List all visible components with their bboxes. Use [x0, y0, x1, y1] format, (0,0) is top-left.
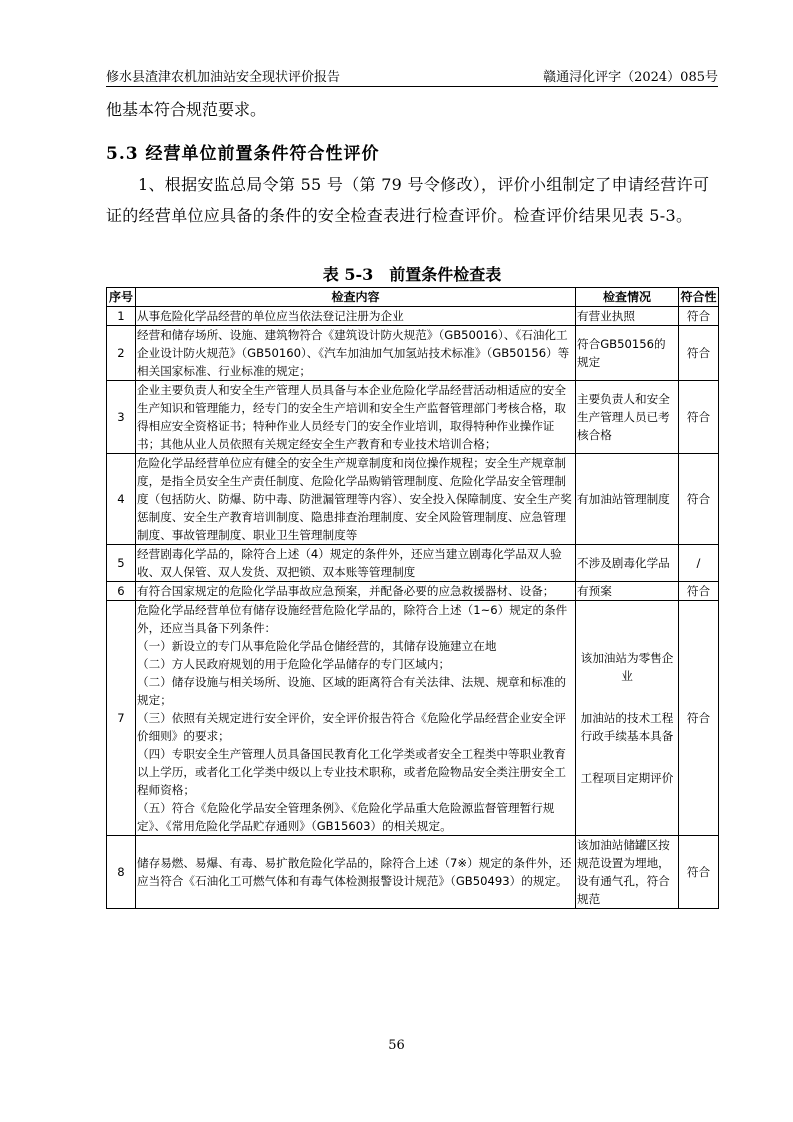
status-line: 有营业执照: [577, 309, 635, 323]
content-line: （四）专职安全生产管理人员具备国民教育化工化学类或者安全工程类中等职业教育以上学历，或者化工化学类中级以上专业技术职称，或者危险物品安全类注册安全工程师资格；: [137, 747, 566, 797]
page-number: 56: [388, 1038, 405, 1053]
status-line: 有预案: [577, 584, 612, 598]
table-row: [107, 454, 719, 545]
status-line: 主要负责人和安全生产管理人员已考核合格: [577, 392, 670, 442]
row-result: 符合: [679, 454, 719, 545]
row-content: [136, 582, 576, 601]
row-result: 符合: [679, 582, 719, 601]
check-table: [106, 287, 719, 909]
row-result: 符合: [679, 381, 719, 454]
row-result: 符合: [679, 307, 719, 326]
row-status: [576, 454, 679, 545]
table-row: [107, 601, 719, 836]
content-line: （五）符合《危险化学品安全管理条例》、《危险化学品重大危险源监督管理暂行规定》、《常用危险化学品贮存通则》（GB15603）的相关规定。: [137, 801, 555, 833]
row-number: 4: [107, 454, 136, 545]
content-line: 经营和储存场所、设施、建筑物符合《建筑设计防火规范》（GB50016）、《石油化工企业设计防火规范》（GB50160）、《汽车加油加气加氢站技术标准》（GB50156）等相关国家标准、行业标准的规定；: [137, 328, 570, 378]
content-line: 经营剧毒化学品的，除符合上述（4）规定的条件外，还应当建立剧毒化学品双人验收、双人保管、双人发货、双把锁、双本账等管理制度: [137, 547, 562, 579]
content-line: 有符合国家规定的危险化学品事故应急预案，并配备必要的应急救援器材、设备；: [137, 584, 555, 598]
status-line: 加油站的技术工程行政手续基本具备: [580, 711, 674, 743]
table-row: [107, 326, 719, 381]
continuation-text: 他基本符合规范要求。: [106, 100, 267, 119]
content-line: 危险化学品经营单位应有健全的安全生产规章制度和岗位操作规程；安全生产规章制度，是指全员安全生产责任制度、危险化学品购销管理制度、危险化学品安全管理制度（包括防火、防爆、防中毒、防泄漏管理等内容）、安全投入保障制度、安全生产奖惩制度、安全生产教育培训制度、隐患排查治理制度、安全风险管理制度、应急管理制度、事故管理制度、职业卫生管理制度等: [137, 456, 572, 542]
row-status: [576, 601, 679, 836]
header-status: 检查情况: [576, 288, 679, 307]
status-line: 有加油站管理制度: [577, 492, 670, 506]
status-line: 不涉及剧毒化学品: [577, 556, 670, 570]
content-line: （三）依照有关规定进行安全评价，安全评价报告符合《危险化学品经营企业安全评价细则》的要求；: [137, 711, 566, 743]
table-row: [107, 582, 719, 601]
content-line: （二）方人民政府规划的用于危险化学品储存的专门区域内；: [137, 657, 451, 671]
row-status: [576, 381, 679, 454]
status-line: 工程项目定期评价: [580, 771, 674, 785]
content-line: （一）新设立的专门从事危险化学品仓储经营的，其储存设施建立在地: [137, 639, 497, 653]
row-number: 2: [107, 326, 136, 381]
status-line: 符合GB50156的规定: [577, 337, 666, 369]
status-line: 该加油站储罐区按规范设置为埋地，设有通气孔，符合规范: [577, 838, 670, 906]
table-header-row: [107, 288, 719, 307]
intro-paragraph: 1、根据安监总局令第 55 号（第 79 号令修改），评价小组制定了申请经营许可证的经营单位应具备的条件的安全检查表进行检查评价。检查评价结果见表 5-3。: [106, 175, 710, 225]
table-row: [107, 381, 719, 454]
row-result: 符合: [679, 601, 719, 836]
header-no: 序号: [107, 288, 136, 307]
row-number: 1: [107, 307, 136, 326]
table-row: [107, 836, 719, 909]
row-content: [136, 545, 576, 582]
content-line: 储存易燃、易爆、有毒、易扩散危险化学品的，除符合上述（7※）规定的条件外，还应当符合《石油化工可燃气体和有毒气体检测报警设计规范》（GB50493）的规定。: [137, 856, 572, 888]
row-number: 6: [107, 582, 136, 601]
row-number: 5: [107, 545, 136, 582]
header-result: 符合性: [679, 288, 719, 307]
page-header-left: 修水县渣津农机加油站安全现状评价报告: [106, 70, 341, 85]
header-rule: [106, 86, 718, 87]
content-line: （二）储存设施与相关场所、设施、区域的距离符合有关法律、法规、规章和标准的规定；: [137, 675, 566, 707]
status-line: 该加油站为零售企业: [580, 651, 674, 683]
row-result: 符合: [679, 836, 719, 909]
content-line: 从事危险化学品经营的单位应当依法登记注册为企业: [137, 309, 404, 323]
row-content: [136, 454, 576, 545]
row-result: /: [679, 545, 719, 582]
row-content: [136, 601, 576, 836]
table-caption: 表 5-3 前置条件检查表: [322, 265, 502, 284]
row-content: [136, 326, 576, 381]
row-result: 符合: [679, 326, 719, 381]
row-number: 8: [107, 836, 136, 909]
content-line: 企业主要负责人和安全生产管理人员具备与本企业危险化学品经营活动相适应的安全生产知识和管理能力，经专门的安全生产培训和安全生产监督管理部门考核合格，取得相应安全资格证书；特种作业人员经专门的安全作业培训，取得特种作业操作证书；其他从业人员依照有关规定经安全生产教育和专业技术培训合格；: [137, 383, 566, 451]
row-content: [136, 836, 576, 909]
row-status: [576, 326, 679, 381]
row-status: [576, 307, 679, 326]
row-status: [576, 836, 679, 909]
section-title: 5.3 经营单位前置条件符合性评价: [106, 144, 380, 164]
header-content: 检查内容: [136, 288, 576, 307]
row-status: [576, 582, 679, 601]
row-status: [576, 545, 679, 582]
row-number: 7: [107, 601, 136, 836]
row-number: 3: [107, 381, 136, 454]
table-row: [107, 307, 719, 326]
page-header-right: 赣通浔化评字（2024）085号: [543, 70, 718, 85]
table-row: [107, 545, 719, 582]
content-line: 危险化学品经营单位有储存设施经营危险化学品的，除符合上述（1~6）规定的条件外，还应当具备下列条件：: [137, 603, 568, 635]
row-content: [136, 307, 576, 326]
row-content: [136, 381, 576, 454]
